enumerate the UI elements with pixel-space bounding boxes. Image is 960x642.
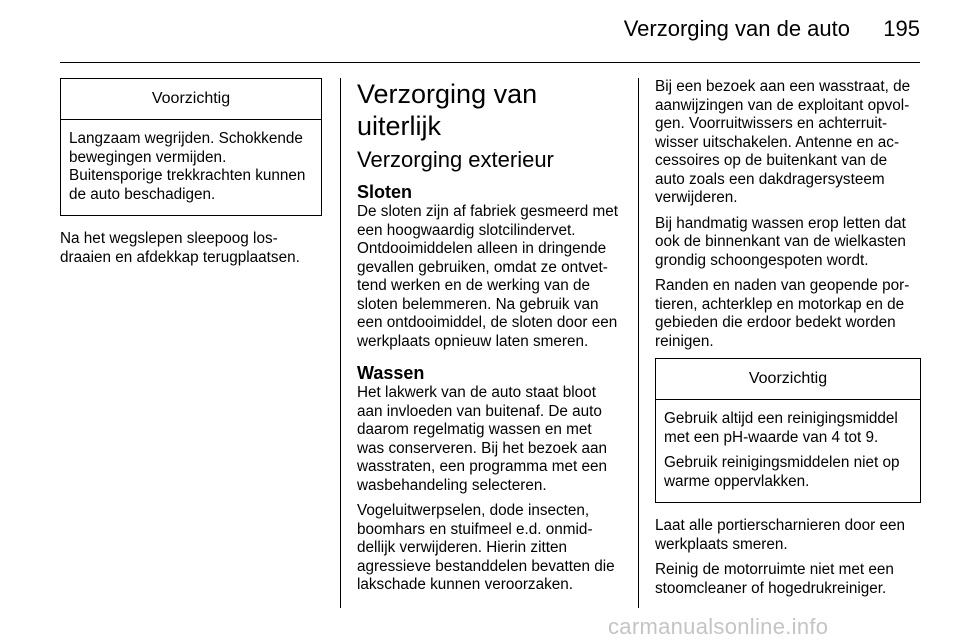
column-divider-1: [340, 78, 341, 608]
caution-box: [60, 78, 322, 216]
handmatig-paragraph: Bij handmatig wassen erop letten dat ook de binnenkant van de wielkasten grondig schoongespoten wordt.: [655, 214, 906, 269]
caution-text-2b: Gebruik reinigingsmiddelen niet op warme oppervlakken.: [664, 454, 900, 490]
caution-title: Voorzichtig: [61, 79, 321, 120]
towing-paragraph: Na het wegslepen sleepoog losdraaien en afdekkap terugplaatsen.: [60, 230, 300, 266]
sloten-heading: Sloten: [357, 182, 413, 202]
sloten-text: De sloten zijn af fabriek gesmeerd met een hoogwaardig slotcilindervet. Ontdooimiddelen alleen in dringende gevallen gebruiken, omdat ze ontvettend werken en de werking van de sloten belemmeren. Na gebruik van een ontdooimiddel, de sloten door een werkplaats opnieuw laten smeren.: [357, 203, 619, 350]
motorruimte-paragraph: Reinig de motorruimte niet met een stoomcleaner of hogedrukreiniger.: [655, 561, 894, 597]
wassen-text-2: Vogeluitwerpselen, dode insecten, boomhars en stuifmeel e.d. onmiddellijk verwijderen. Hierin zitten agressieve bestanddelen bevatten die lakschade kunnen veroorzaken.: [357, 502, 615, 593]
header-divider: [60, 62, 920, 63]
column-divider-2: [638, 78, 639, 608]
page-number: 195: [883, 16, 920, 41]
caution-text-2a: Gebruik altijd een reinigingsmiddel met een pH-waarde van 4 tot 9.: [664, 410, 898, 446]
randen-paragraph: Randen en naden van geopende portieren, achterklep en motorkap en de gebieden die erdoor bedekt worden reinigen.: [655, 277, 910, 350]
subsection-heading: Verzorging exterieur: [357, 147, 554, 172]
column-2: [357, 78, 621, 602]
caution-box-2: [655, 358, 921, 503]
caution-title-2: Voorzichtig: [656, 359, 920, 400]
column-3: [655, 78, 921, 605]
wasstraat-paragraph: Bij een bezoek aan een wasstraat, de aanwijzingen van de exploitant opvolgen. Voorruitwissers en achterruitwisser uitschakelen. Antenne en accessoires op de buitenkant van de auto zoals een dakdragersysteem verwijderen.: [655, 78, 911, 206]
scharnieren-paragraph: Laat alle portierscharnieren door een werkplaats smeren.: [655, 517, 906, 553]
wassen-heading: Wassen: [357, 363, 425, 383]
caution-text: Langzaam wegrijden. Schokkende bewegingen vermijden. Buitensporige trekkrachten kunnen de auto beschadigen.: [69, 130, 306, 203]
wassen-text-1: Het lakwerk van de auto staat bloot aan invloeden van buitenaf. De auto daarom regelmatig wassen en met was conserveren. Bij het bezoek aan wasstraten, een programma met een wasbehandeling selecteren.: [357, 384, 607, 494]
column-1: [60, 78, 322, 274]
watermark: carmanualsonline.info: [608, 614, 829, 639]
section-heading: Verzorging van uiterlijk: [357, 79, 538, 141]
page-header-title: Verzorging van de auto: [623, 16, 850, 41]
